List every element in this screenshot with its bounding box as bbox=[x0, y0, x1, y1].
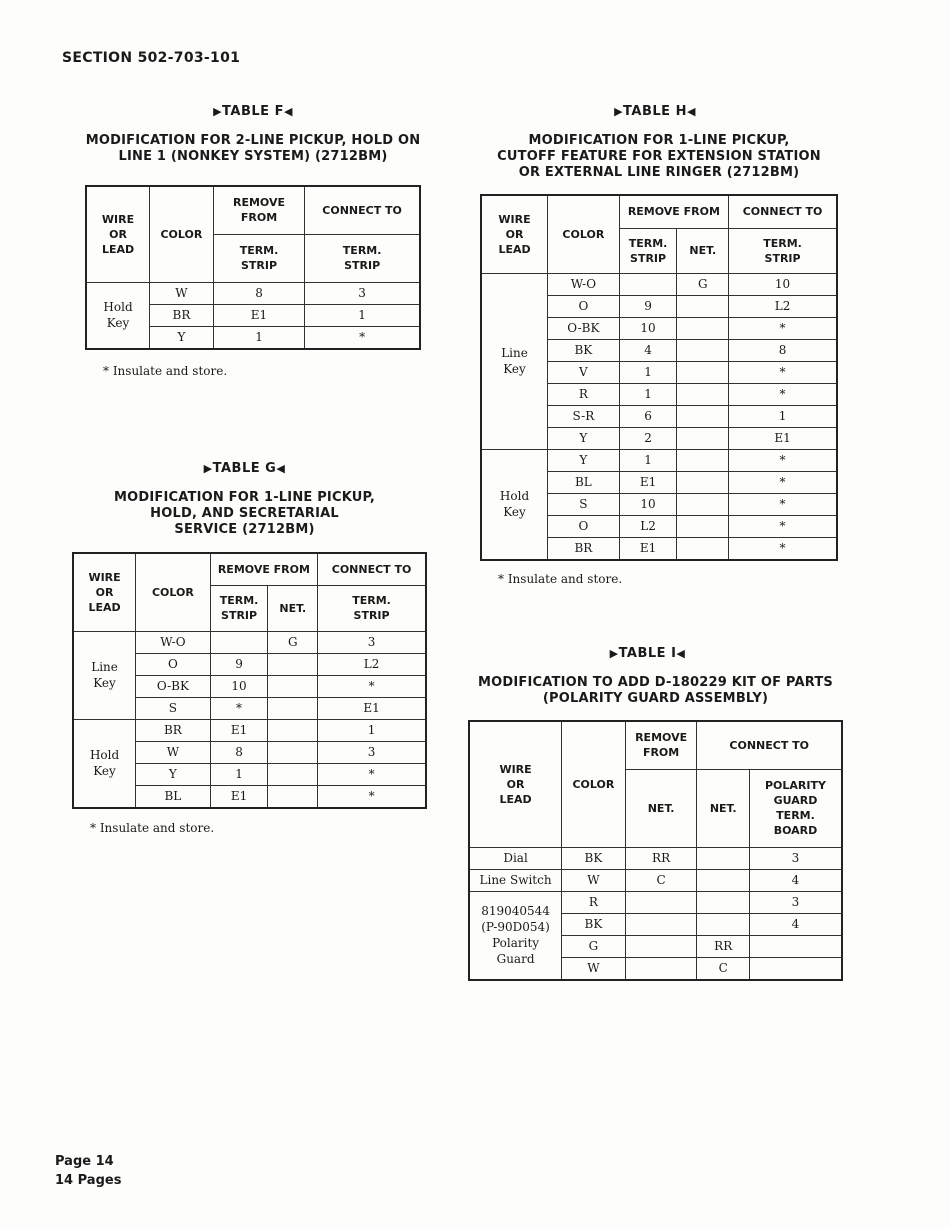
color-cell: BL bbox=[548, 471, 620, 493]
term-cell: E1 bbox=[619, 537, 677, 560]
remove-net-cell bbox=[625, 957, 697, 980]
net-cell bbox=[677, 405, 729, 427]
table-i-label-text: TABLE I bbox=[618, 646, 677, 661]
header-text: TERM. bbox=[239, 244, 279, 257]
net-cell bbox=[677, 295, 729, 317]
table-row bbox=[73, 719, 426, 741]
net-cell bbox=[268, 697, 318, 719]
board-cell bbox=[749, 957, 842, 980]
color-cell: Y bbox=[136, 763, 211, 785]
table-h-label-text: TABLE H bbox=[623, 104, 687, 119]
header-text: TERM. bbox=[219, 594, 259, 607]
revision-mark-icon: ▶ bbox=[203, 462, 213, 475]
connect-net-cell: C bbox=[697, 957, 750, 980]
table-i bbox=[468, 720, 843, 981]
table-row bbox=[481, 273, 837, 295]
header-text: LEAD bbox=[101, 242, 135, 256]
header-text: STRIP bbox=[240, 259, 278, 272]
color-cell: W bbox=[150, 282, 214, 304]
header-text: REMOVE bbox=[233, 196, 286, 210]
table-h-title-line: OR EXTERNAL LINE RINGER (2712BM) bbox=[518, 165, 800, 180]
board-cell bbox=[749, 935, 842, 957]
table-g-body bbox=[73, 631, 426, 808]
header-text: STRIP bbox=[630, 251, 667, 265]
connect-cell: * bbox=[729, 537, 837, 560]
header-text: OR bbox=[109, 227, 127, 241]
group-label-line: Guard bbox=[496, 952, 535, 966]
connect-cell: 1 bbox=[305, 304, 420, 326]
header-wire-or-lead bbox=[481, 195, 548, 273]
table-f-title bbox=[85, 133, 421, 165]
remove-cell: 8 bbox=[213, 282, 304, 304]
connect-cell: * bbox=[729, 317, 837, 339]
connect-cell: 1 bbox=[729, 405, 837, 427]
net-cell: G bbox=[677, 273, 729, 295]
group-label-line: Polarity bbox=[492, 936, 540, 950]
table-row bbox=[469, 847, 842, 869]
color-cell: O-BK bbox=[136, 675, 211, 697]
header-text: STRIP bbox=[353, 609, 390, 622]
header-term-strip bbox=[318, 585, 426, 631]
remove-cell: E1 bbox=[213, 304, 304, 326]
color-cell: BL bbox=[136, 785, 211, 808]
group-label bbox=[481, 273, 548, 449]
header-text: TERM. bbox=[352, 594, 391, 607]
header-text: TERM. bbox=[628, 236, 668, 250]
header-polarity-guard-term-board bbox=[749, 769, 842, 847]
connect-net-cell bbox=[697, 891, 750, 913]
header-text: REMOVE bbox=[635, 731, 688, 745]
color-cell: BR bbox=[548, 537, 620, 560]
header-wire-or-lead bbox=[73, 553, 136, 631]
revision-mark-icon: ◀ bbox=[686, 105, 696, 118]
revision-mark-icon: ▶ bbox=[213, 105, 223, 118]
group-label-line: Line bbox=[501, 346, 528, 360]
color-cell: Y bbox=[548, 449, 620, 471]
group-label bbox=[469, 869, 562, 891]
color-cell: V bbox=[548, 361, 620, 383]
connect-cell: 3 bbox=[318, 631, 426, 653]
table-g-block bbox=[72, 461, 427, 835]
connect-net-cell bbox=[697, 869, 750, 891]
header-text: OR bbox=[95, 585, 114, 599]
group-label-line: Key bbox=[503, 362, 526, 376]
header-color: COLOR bbox=[562, 721, 626, 847]
remove-cell: 1 bbox=[213, 326, 304, 349]
table-i-title bbox=[448, 675, 863, 707]
header-text: OR bbox=[506, 777, 525, 791]
group-label bbox=[86, 282, 150, 349]
header-remove-from bbox=[213, 186, 304, 234]
connect-net-cell bbox=[697, 913, 750, 935]
net-cell: G bbox=[268, 631, 318, 653]
connect-cell: E1 bbox=[318, 697, 426, 719]
header-remove-from: REMOVE FROM bbox=[619, 195, 728, 228]
table-g-title-line: MODIFICATION FOR 1-LINE PICKUP, bbox=[114, 490, 375, 505]
color-cell: G bbox=[562, 935, 626, 957]
table-f-title-line: LINE 1 (NONKEY SYSTEM) (2712BM) bbox=[118, 149, 388, 164]
color-cell: W bbox=[562, 957, 626, 980]
table-row bbox=[73, 631, 426, 653]
group-label bbox=[469, 847, 562, 869]
header-connect-to: CONNECT TO bbox=[305, 186, 420, 234]
term-cell: * bbox=[210, 697, 268, 719]
group-label-line: Key bbox=[503, 505, 526, 519]
net-cell bbox=[677, 515, 729, 537]
header-net: NET. bbox=[625, 769, 697, 847]
group-label bbox=[481, 449, 548, 560]
net-cell bbox=[268, 763, 318, 785]
table-h-body bbox=[481, 273, 837, 560]
header-net: NET. bbox=[697, 769, 750, 847]
term-cell: 4 bbox=[619, 339, 677, 361]
net-cell bbox=[268, 719, 318, 741]
board-cell: 4 bbox=[749, 869, 842, 891]
header-text: STRIP bbox=[221, 609, 258, 622]
color-cell: S-R bbox=[548, 405, 620, 427]
header-term-strip bbox=[213, 234, 304, 282]
color-cell: W-O bbox=[136, 631, 211, 653]
color-cell: R bbox=[562, 891, 626, 913]
page-number: Page 14 bbox=[55, 1154, 114, 1169]
table-h-label bbox=[472, 104, 838, 119]
color-cell: O bbox=[548, 295, 620, 317]
term-cell: L2 bbox=[619, 515, 677, 537]
connect-cell: E1 bbox=[729, 427, 837, 449]
table-f bbox=[85, 185, 421, 350]
connect-cell: 10 bbox=[729, 273, 837, 295]
color-cell: W bbox=[562, 869, 626, 891]
revision-mark-icon: ◀ bbox=[283, 105, 293, 118]
color-cell: W bbox=[136, 741, 211, 763]
table-f-block bbox=[85, 104, 421, 378]
table-i-body bbox=[469, 847, 842, 980]
remove-net-cell: RR bbox=[625, 847, 697, 869]
connect-cell: * bbox=[318, 763, 426, 785]
header-text: TERM. bbox=[776, 809, 815, 822]
connect-cell: 1 bbox=[318, 719, 426, 741]
table-h-title bbox=[454, 133, 864, 181]
term-cell: 1 bbox=[210, 763, 268, 785]
page-footer bbox=[55, 1152, 121, 1190]
group-label-line: Key bbox=[93, 764, 116, 778]
table-i-label bbox=[452, 646, 843, 661]
section-header: SECTION 502-703-101 bbox=[62, 50, 241, 66]
connect-cell: * bbox=[729, 493, 837, 515]
table-h-block bbox=[480, 104, 838, 586]
table-row bbox=[481, 449, 837, 471]
table-g-title-line: SERVICE (2712BM) bbox=[174, 522, 315, 537]
table-i-block bbox=[468, 646, 843, 981]
header-color: COLOR bbox=[150, 186, 214, 282]
header-connect-to: CONNECT TO bbox=[697, 721, 842, 769]
term-cell: 1 bbox=[619, 383, 677, 405]
table-g-label bbox=[62, 461, 427, 476]
term-cell: 9 bbox=[210, 653, 268, 675]
header-text: WIRE bbox=[88, 570, 121, 584]
group-label bbox=[469, 891, 562, 980]
term-cell: 10 bbox=[619, 317, 677, 339]
table-f-label bbox=[85, 104, 421, 119]
board-cell: 3 bbox=[749, 847, 842, 869]
connect-net-cell: RR bbox=[697, 935, 750, 957]
header-net: NET. bbox=[268, 585, 318, 631]
group-label-line: Line Switch bbox=[479, 873, 552, 887]
connect-cell: * bbox=[729, 361, 837, 383]
net-cell bbox=[677, 361, 729, 383]
page-count: 14 Pages bbox=[55, 1173, 122, 1188]
header-text: STRIP bbox=[344, 259, 381, 272]
remove-net-cell: C bbox=[625, 869, 697, 891]
header-text: TERM. bbox=[763, 236, 802, 250]
group-label bbox=[73, 719, 136, 808]
connect-cell: 3 bbox=[318, 741, 426, 763]
header-text: LEAD bbox=[498, 242, 531, 256]
table-h-title-line: CUTOFF FEATURE FOR EXTENSION STATION bbox=[497, 149, 821, 164]
revision-mark-icon: ▶ bbox=[609, 647, 619, 660]
header-connect-to: CONNECT TO bbox=[729, 195, 837, 228]
header-remove-from bbox=[625, 721, 697, 769]
net-cell bbox=[677, 537, 729, 560]
net-cell bbox=[677, 449, 729, 471]
group-label-line: Dial bbox=[503, 851, 528, 865]
net-cell bbox=[677, 339, 729, 361]
connect-cell: L2 bbox=[729, 295, 837, 317]
table-f-title-line: MODIFICATION FOR 2-LINE PICKUP, HOLD ON bbox=[85, 133, 421, 148]
group-label-line: Hold bbox=[103, 300, 133, 314]
net-cell bbox=[677, 493, 729, 515]
net-cell bbox=[677, 427, 729, 449]
header-term-strip bbox=[619, 228, 677, 273]
table-row bbox=[469, 891, 842, 913]
header-color: COLOR bbox=[548, 195, 620, 273]
color-cell: O bbox=[136, 653, 211, 675]
term-cell: E1 bbox=[210, 719, 268, 741]
connect-cell: * bbox=[305, 326, 420, 349]
net-cell bbox=[677, 383, 729, 405]
term-cell: 10 bbox=[210, 675, 268, 697]
header-connect-to: CONNECT TO bbox=[318, 553, 426, 585]
revision-mark-icon: ◀ bbox=[276, 462, 286, 475]
term-cell bbox=[619, 273, 677, 295]
header-net: NET. bbox=[677, 228, 729, 273]
header-remove-from: REMOVE FROM bbox=[210, 553, 317, 585]
group-label-line: Key bbox=[93, 676, 116, 690]
header-text: FROM bbox=[642, 746, 680, 760]
board-cell: 3 bbox=[749, 891, 842, 913]
footnote: * Insulate and store. bbox=[498, 571, 623, 586]
connect-cell: * bbox=[729, 383, 837, 405]
color-cell: W-O bbox=[548, 273, 620, 295]
group-label bbox=[73, 631, 136, 719]
color-cell: BK bbox=[562, 913, 626, 935]
connect-cell: * bbox=[729, 449, 837, 471]
footnote: * Insulate and store. bbox=[103, 363, 228, 378]
connect-cell: * bbox=[729, 471, 837, 493]
net-cell bbox=[268, 653, 318, 675]
group-label-line: 819040544 bbox=[481, 904, 550, 918]
header-text: POLARITY bbox=[765, 779, 826, 792]
term-cell: E1 bbox=[210, 785, 268, 808]
board-cell: 4 bbox=[749, 913, 842, 935]
color-cell: Y bbox=[150, 326, 214, 349]
table-i-title-line: (POLARITY GUARD ASSEMBLY) bbox=[542, 691, 769, 706]
term-cell: 1 bbox=[619, 449, 677, 471]
term-cell: 2 bbox=[619, 427, 677, 449]
net-cell bbox=[268, 741, 318, 763]
header-term-strip bbox=[210, 585, 268, 631]
connect-cell: L2 bbox=[318, 653, 426, 675]
connect-cell: * bbox=[729, 515, 837, 537]
header-text: LEAD bbox=[499, 792, 532, 806]
term-cell: 9 bbox=[619, 295, 677, 317]
group-label-line: Hold bbox=[499, 489, 530, 503]
group-label-line: Hold bbox=[89, 748, 120, 762]
table-i-title-line: MODIFICATION TO ADD D-180229 KIT OF PARTS bbox=[478, 675, 833, 690]
header-text: TERM. bbox=[342, 244, 382, 257]
net-cell bbox=[268, 675, 318, 697]
connect-cell: * bbox=[318, 675, 426, 697]
table-g-title bbox=[62, 490, 427, 538]
header-text: STRIP bbox=[764, 251, 801, 265]
header-text: WIRE bbox=[499, 762, 532, 776]
term-cell: E1 bbox=[619, 471, 677, 493]
connect-cell: 8 bbox=[729, 339, 837, 361]
remove-net-cell bbox=[625, 935, 697, 957]
color-cell: S bbox=[548, 493, 620, 515]
term-cell bbox=[210, 631, 268, 653]
table-g bbox=[72, 552, 427, 809]
connect-cell: * bbox=[318, 785, 426, 808]
header-wire-or-lead bbox=[86, 186, 150, 282]
header-wire-or-lead bbox=[469, 721, 562, 847]
remove-net-cell bbox=[625, 913, 697, 935]
color-cell: BK bbox=[548, 339, 620, 361]
table-h bbox=[480, 194, 838, 561]
group-label-line: (P-90D054) bbox=[481, 920, 550, 934]
term-cell: 1 bbox=[619, 361, 677, 383]
net-cell bbox=[268, 785, 318, 808]
footnote: * Insulate and store. bbox=[90, 820, 215, 835]
header-text: FROM bbox=[240, 211, 278, 225]
header-text: GUARD bbox=[773, 794, 818, 807]
header-text: LEAD bbox=[88, 600, 121, 614]
header-term-strip bbox=[729, 228, 837, 273]
table-h-title-line: MODIFICATION FOR 1-LINE PICKUP, bbox=[528, 133, 790, 148]
term-cell: 8 bbox=[210, 741, 268, 763]
group-label-line: Line bbox=[91, 660, 118, 674]
color-cell: Y bbox=[548, 427, 620, 449]
table-f-label-text: TABLE F bbox=[222, 104, 284, 119]
connect-cell: 3 bbox=[305, 282, 420, 304]
header-color: COLOR bbox=[136, 553, 211, 631]
color-cell: R bbox=[548, 383, 620, 405]
color-cell: S bbox=[136, 697, 211, 719]
group-label-line: Key bbox=[106, 316, 130, 330]
table-g-label-text: TABLE G bbox=[212, 461, 277, 476]
color-cell: BR bbox=[150, 304, 214, 326]
color-cell: BR bbox=[136, 719, 211, 741]
term-cell: 10 bbox=[619, 493, 677, 515]
header-text: OR bbox=[505, 227, 524, 241]
header-text: BOARD bbox=[773, 824, 818, 837]
color-cell: O-BK bbox=[548, 317, 620, 339]
net-cell bbox=[677, 317, 729, 339]
remove-net-cell bbox=[625, 891, 697, 913]
header-text: WIRE bbox=[101, 212, 135, 226]
table-row bbox=[86, 282, 420, 304]
header-term-strip bbox=[305, 234, 420, 282]
revision-mark-icon: ◀ bbox=[676, 647, 686, 660]
table-row bbox=[469, 869, 842, 891]
term-cell: 6 bbox=[619, 405, 677, 427]
revision-mark-icon: ▶ bbox=[614, 105, 624, 118]
table-g-title-line: HOLD, AND SECRETARIAL bbox=[150, 506, 339, 521]
color-cell: BK bbox=[562, 847, 626, 869]
color-cell: O bbox=[548, 515, 620, 537]
header-text: WIRE bbox=[498, 212, 531, 226]
connect-net-cell bbox=[697, 847, 750, 869]
net-cell bbox=[677, 471, 729, 493]
